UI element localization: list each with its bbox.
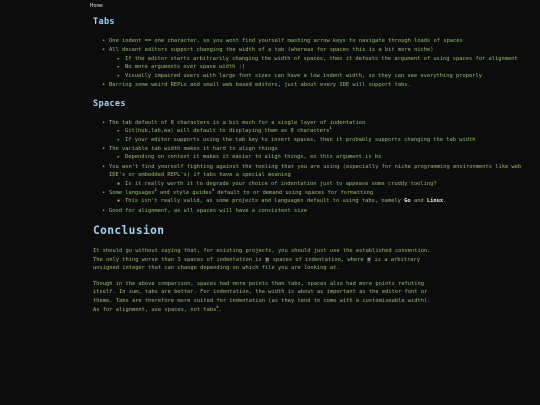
list-item-text: All decent editors support changing the width of a tab (whereas for spaces this is a bit more niche): [109, 47, 434, 54]
sublist-item-text: No more arguments over space width :): [125, 64, 246, 71]
list-item-text: The variable tab width makes it hard to align things: [109, 145, 278, 152]
sublist: [109, 153, 540, 162]
sublist: [109, 180, 540, 189]
paragraph-text: It should go without saying that, for existing projects, you should just use the established convention. The only thing worse than 3 spaces of indentation is: [93, 248, 431, 263]
spaces-list: [90, 119, 540, 216]
sublist-item-text: If the editor starts arbitrarily changing the width of spaces, then it defeats the argument of using spaces for alignment: [125, 55, 518, 62]
list-item-text: Good for alignment, as all spaces will have a consistent size: [109, 207, 307, 214]
list-item: [90, 46, 540, 80]
sublist-item-text: .: [443, 198, 447, 205]
sublist-item: [109, 72, 540, 81]
list-item: [90, 207, 540, 216]
linux-emphasis: Linux: [426, 198, 444, 205]
list-item: [90, 145, 540, 162]
footnote-link-4[interactable]: 4: [216, 304, 219, 309]
list-item-text: default to or demand using spaces for formatting: [213, 189, 373, 196]
paragraph-text: spaces of indentation, where: [269, 256, 367, 263]
home-link[interactable]: Home: [90, 3, 103, 9]
paragraph-text: .: [218, 306, 222, 313]
list-item: [90, 119, 540, 145]
sublist-item: [109, 153, 540, 162]
list-item: [90, 37, 540, 46]
list-item-text: Some languages: [109, 189, 155, 196]
sublist-item-text: Is it really worth it to degrade your choice of indentation just to appease some cruddy tooling?: [125, 180, 437, 187]
footnote-link-2[interactable]: 2: [154, 187, 157, 192]
list-item-text: You won't find yourself fighting against the tooling that you are using (especially for niche programming environments like web IDE's or embedded REPL's) if tabs have a special meaning: [109, 163, 522, 179]
sublist-item-text: and: [410, 198, 427, 205]
conclusion-paragraph-1: [93, 247, 438, 273]
go-emphasis: Go: [404, 198, 411, 205]
list-item-text: The tab default of 8 characters is a bit much for a single layer of indentation: [109, 119, 366, 126]
tabs-section: [90, 17, 540, 90]
spaces-heading: Spaces: [93, 98, 126, 109]
sublist-item-text: Visually impaired users with large font sizes can have a low indent width, so they can see everything properly: [125, 72, 482, 79]
list-item-text: Barring some weird REPLs and small web based editors, just about every IDE will support tabs.: [109, 81, 411, 88]
list-item: [90, 189, 540, 206]
sublist: [109, 55, 540, 81]
footnote-link-3[interactable]: 3: [211, 187, 214, 192]
sublist-item-text: Git(hub,lab,ea) will default to displaying them as 8 characters: [125, 128, 330, 135]
sublist-item: [109, 63, 540, 72]
tabs-list: [90, 37, 540, 90]
sublist-item-text: If your editor supports using the tab key to insert spaces, then it probably supports changing the tab width: [125, 136, 476, 143]
sublist-item-text: Depending on context it makes it easier to align things, so this argument is bs: [125, 154, 382, 161]
list-item-text: and style guides: [156, 189, 212, 196]
sublist-item: [109, 197, 540, 206]
list-item: [90, 81, 540, 90]
conclusion-heading: Conclusion: [93, 224, 165, 238]
list-item-text: One indent == one character, so you wont find yourself mashing arrow keys to navigate through loads of spaces: [109, 38, 463, 44]
conclusion-section: [90, 224, 540, 314]
inline-code: n: [367, 256, 371, 263]
inline-code: n: [265, 256, 269, 263]
sublist: [109, 197, 540, 206]
spaces-section: [90, 99, 540, 216]
paragraph-text: Though in the above comparison, spaces had more points than tabs, spaces also had more points refuting itself. In sum, tabs are better. For indentation, the width is about as important as the editor font or theme. Tabs are therefore more suited for indentation (as they tend to come with a customiseable width). As for alignment, use spaces, not tabs: [93, 280, 431, 313]
tabs-heading: Tabs: [93, 17, 115, 27]
footnote-link-1[interactable]: 1: [329, 126, 332, 131]
sublist-item: [109, 127, 540, 136]
paragraph-text: is a arbitrary unsigned integer that can change depending on which file you are looking at.: [93, 256, 420, 272]
sublist: [109, 127, 540, 144]
list-item: [90, 163, 540, 189]
sublist-item: [109, 180, 540, 189]
sublist-item: [109, 136, 540, 145]
sublist-item: [109, 55, 540, 64]
sublist-item-text: This isn't really valid, as some projects and languages default to using tabs, namely: [125, 198, 405, 205]
conclusion-paragraph-2: [93, 280, 438, 314]
article: [90, 0, 540, 314]
